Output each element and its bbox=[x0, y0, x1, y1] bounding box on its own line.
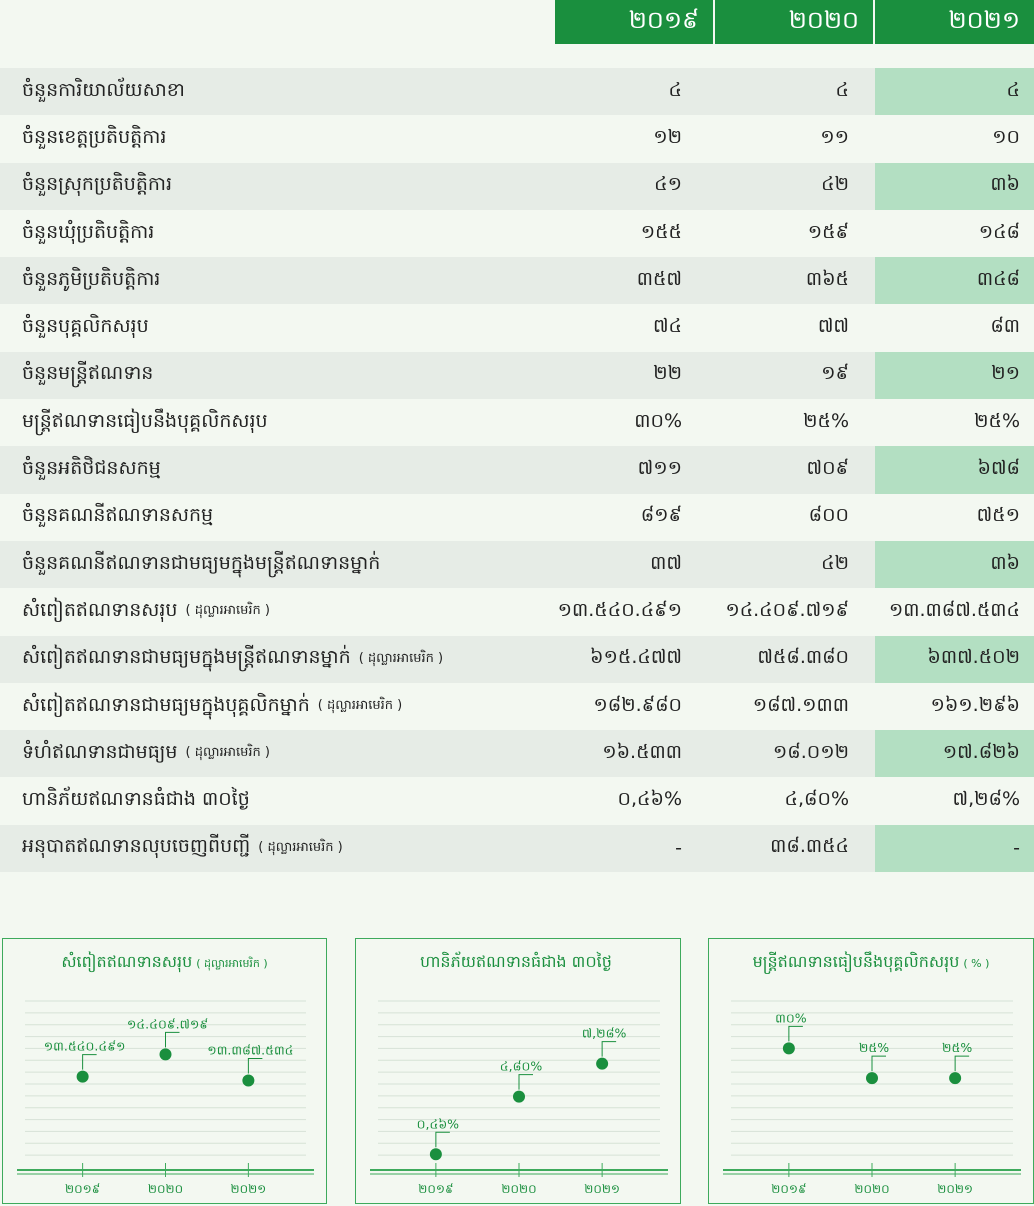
table-row bbox=[0, 399, 1034, 446]
row-label: ទំហំឥណទានជាមធ្យម ( ដុល្លារអាមេរិក ) bbox=[22, 740, 270, 763]
cell-value-2019: ៦១៥.៤៧៧ bbox=[590, 646, 682, 669]
chart-panel-officer-ratio bbox=[708, 938, 1034, 1204]
data-point bbox=[866, 1072, 878, 1084]
data-label: ១៣.៥៤០.៤៩១ bbox=[43, 1038, 126, 1054]
data-label: ១៤.៤០៩.៧១៩ bbox=[126, 1016, 209, 1032]
label-leader bbox=[872, 1056, 886, 1071]
cell-value-2020: ៧០៩ bbox=[806, 457, 849, 480]
row-label: ចំនួនភូមិប្រតិបត្តិការ bbox=[22, 267, 161, 290]
label-leader bbox=[166, 1032, 180, 1047]
cell-value-2021: ៣៤៨ bbox=[875, 257, 1034, 304]
row-label: សំពៀតឥណទានជាមធ្យមក្នុងបុគ្គលិកម្នាក់ ( ដុល្លារអាមេរិក ) bbox=[22, 693, 403, 716]
row-label: ចំនួនមន្ត្រីឥណទាន bbox=[22, 362, 154, 385]
cell-value-2021: ២១ bbox=[875, 352, 1034, 399]
data-point bbox=[430, 1148, 442, 1160]
label-leader bbox=[789, 1026, 803, 1041]
cell-value-2020: ១១ bbox=[820, 125, 849, 148]
data-label: ៤,៨០% bbox=[499, 1058, 543, 1074]
cell-value-2021: ២៥% bbox=[974, 409, 1020, 432]
table-row bbox=[0, 588, 1034, 635]
cell-value-2020: ៧៧ bbox=[817, 315, 849, 338]
label-leader bbox=[955, 1056, 969, 1071]
row-unit: ( ដុល្លារអាមេរិក ) bbox=[358, 650, 444, 666]
row-label: មន្ត្រីឥណទានធៀបនឹងបុគ្គលិកសរុប bbox=[22, 409, 268, 432]
data-label: ៧,២៨% bbox=[581, 1025, 627, 1041]
cell-value-2020: ១៤.៤០៩.៧១៩ bbox=[725, 598, 849, 621]
par30-chart bbox=[356, 939, 682, 1205]
row-label: សំពៀតឥណទានជាមធ្យមក្នុងមន្ត្រីឥណទានម្នាក់ ( ដុល្លារអាមេរិក ) bbox=[22, 646, 444, 669]
table-row bbox=[0, 68, 1034, 115]
year-header-2020: ២០២០ bbox=[715, 0, 873, 44]
cell-value-2019: ១៨២.៩៨០ bbox=[593, 693, 682, 716]
chart-title: ហានិភ័យឥណទានធំជាង ៣០ថ្ងៃ bbox=[420, 952, 612, 971]
cell-value-2020: ៤ bbox=[835, 78, 849, 101]
cell-value-2019: ៣៧ bbox=[650, 551, 682, 574]
data-point bbox=[77, 1071, 89, 1083]
cell-value-2021: ១៦១.២៩៦ bbox=[930, 693, 1020, 716]
year-header-2021: ២០២១ bbox=[875, 0, 1034, 44]
cell-value-2020: ៤,៨០% bbox=[784, 788, 849, 811]
data-point bbox=[160, 1048, 172, 1060]
x-tick-label: ២០២១ bbox=[937, 1182, 974, 1196]
x-tick-label: ២០២០ bbox=[147, 1182, 184, 1196]
table-row bbox=[0, 825, 1034, 872]
cell-value-2019: ០,៤៦% bbox=[617, 788, 682, 811]
chart-title: សំពៀតឥណទានសរុប ( ដុល្លារអាមេរិក ) bbox=[61, 952, 268, 971]
cell-value-2021: ១០ bbox=[992, 125, 1020, 148]
cell-value-2019: ៣០% bbox=[634, 409, 682, 432]
statistics-table bbox=[0, 68, 1034, 872]
data-label: ៣០% bbox=[775, 1010, 807, 1026]
year-header-2019: ២០១៩ bbox=[555, 0, 713, 44]
table-row bbox=[0, 541, 1034, 588]
cell-value-2019: ១៦.៥៣៣ bbox=[602, 740, 682, 763]
cell-value-2020: ៤២ bbox=[821, 173, 849, 196]
row-label: សំពៀតឥណទានសរុប ( ដុល្លារអាមេរិក ) bbox=[22, 598, 270, 621]
cell-value-2019: ៨១៩ bbox=[640, 504, 682, 527]
cell-value-2019: ៤១ bbox=[654, 173, 682, 196]
data-label: ២៥% bbox=[942, 1040, 973, 1056]
cell-value-2021: ៣៦ bbox=[875, 163, 1034, 210]
cell-value-2020: ១៨.០១២ bbox=[772, 740, 849, 763]
data-label: ២៥% bbox=[858, 1040, 890, 1056]
label-leader bbox=[83, 1055, 97, 1070]
loan-portfolio-chart bbox=[3, 939, 328, 1205]
data-point bbox=[783, 1042, 795, 1054]
label-leader bbox=[602, 1042, 616, 1057]
row-label: ចំនួនគណនីឥណទានជាមធ្យមក្នុងមន្ត្រីឥណទានម្នាក់ bbox=[22, 551, 381, 574]
label-leader bbox=[519, 1075, 533, 1090]
cell-value-2019: ១៣.៥៤០.៤៩១ bbox=[557, 598, 682, 621]
cell-value-2020: ២៥% bbox=[803, 409, 849, 432]
cell-value-2020: ៣៦៥ bbox=[805, 267, 849, 290]
row-label: ហានិភ័យឥណទានធំជាង ៣០ថ្ងៃ bbox=[22, 788, 250, 811]
data-point bbox=[242, 1074, 254, 1086]
row-unit: ( ដុល្លារអាមេរិក ) bbox=[185, 603, 270, 619]
x-tick-label: ២០២០ bbox=[501, 1182, 537, 1196]
cell-value-2021: ៦៣៧.៥០២ bbox=[875, 636, 1034, 683]
cell-value-2021: ៧៥១ bbox=[976, 504, 1020, 527]
data-label: ០,៤៦% bbox=[416, 1116, 460, 1132]
row-label: ចំនួនគណនីឥណទានសកម្ម bbox=[22, 504, 214, 527]
cell-value-2021: ៤ bbox=[875, 68, 1034, 115]
chart-panel-loan-portfolio bbox=[2, 938, 327, 1204]
cell-value-2019: ១២ bbox=[653, 125, 682, 148]
data-point bbox=[596, 1058, 608, 1070]
label-leader bbox=[436, 1132, 450, 1147]
x-tick-label: ២០២០ bbox=[854, 1182, 890, 1196]
cell-value-2020: ៤២ bbox=[821, 551, 849, 574]
chart-panel-par30 bbox=[355, 938, 681, 1204]
cell-value-2019: ២២ bbox=[653, 362, 682, 385]
row-label: ចំនួនបុគ្គលិកសរុប bbox=[22, 315, 149, 338]
officer-ratio-chart bbox=[709, 939, 1034, 1205]
table-row bbox=[0, 115, 1034, 162]
table-row bbox=[0, 683, 1034, 730]
row-label: អនុបាតឥណទានលុបចេញពីបញ្ជី ( ដុល្លារអាមេរិក ) bbox=[22, 835, 343, 858]
table-row bbox=[0, 446, 1034, 493]
cell-value-2021: - bbox=[875, 825, 1034, 872]
cell-value-2020: ១៨៧.១៣៣ bbox=[752, 693, 849, 716]
row-label: ចំនួនការិយាល័យសាខា bbox=[22, 78, 185, 101]
table-row bbox=[0, 636, 1034, 683]
cell-value-2019: ៧១១ bbox=[637, 457, 682, 480]
x-tick-label: ២០១៩ bbox=[65, 1182, 101, 1196]
cell-value-2020: ៨០០ bbox=[808, 504, 849, 527]
cell-value-2021: ១៧.៨២៦ bbox=[875, 730, 1034, 777]
cell-value-2019: - bbox=[675, 837, 682, 860]
data-point bbox=[513, 1091, 525, 1103]
row-label: ចំនួនស្រុកប្រតិបត្តិការ bbox=[22, 173, 173, 196]
table-row bbox=[0, 352, 1034, 399]
cell-value-2021: ១៤៨ bbox=[978, 220, 1020, 243]
table-row bbox=[0, 257, 1034, 304]
x-tick-label: ២០១៩ bbox=[418, 1182, 454, 1196]
cell-value-2020: ៧៥៨.៣៨០ bbox=[757, 646, 849, 669]
data-label: ១៣.៣៨៧.៥៣៤ bbox=[207, 1042, 294, 1058]
row-label: ចំនួនខេត្តប្រតិបត្តិការ bbox=[22, 125, 167, 148]
x-tick-label: ២០២១ bbox=[584, 1182, 621, 1196]
cell-value-2021: ៦៧៨ bbox=[875, 446, 1034, 493]
cell-value-2019: ១៥៥ bbox=[640, 220, 682, 243]
cell-value-2021: ៧,២៨% bbox=[952, 788, 1020, 811]
row-label: ចំនួនឃុំប្រតិបត្តិការ bbox=[22, 220, 155, 243]
cell-value-2020: ១៩ bbox=[821, 362, 849, 385]
row-label: ចំនួនអតិថិជនសកម្ម bbox=[22, 457, 161, 480]
cell-value-2020: ៣៨.៣៥៤ bbox=[770, 835, 849, 858]
table-row bbox=[0, 210, 1034, 257]
table-row bbox=[0, 777, 1034, 824]
table-row bbox=[0, 304, 1034, 351]
x-tick-label: ២០២១ bbox=[230, 1182, 267, 1196]
cell-value-2021: ១៣.៣៨៧.៥៣៤ bbox=[888, 598, 1020, 621]
cell-value-2019: ៧៤ bbox=[652, 315, 682, 338]
cell-value-2021: ៣៦ bbox=[875, 541, 1034, 588]
chart-title: មន្ត្រីឥណទានធៀបនឹងបុគ្គលិកសរុប ( % ) bbox=[752, 952, 990, 971]
cell-value-2019: ៤ bbox=[668, 78, 682, 101]
table-row bbox=[0, 163, 1034, 210]
row-unit: ( ដុល្លារអាមេរិក ) bbox=[317, 698, 403, 713]
row-unit: ( ដុល្លារអាមេរិក ) bbox=[258, 839, 343, 855]
table-row bbox=[0, 730, 1034, 777]
cell-value-2019: ៣៥៧ bbox=[636, 267, 682, 290]
data-point bbox=[949, 1072, 961, 1084]
x-tick-label: ២០១៩ bbox=[771, 1182, 807, 1196]
cell-value-2021: ៨៣ bbox=[990, 315, 1020, 338]
cell-value-2020: ១៥៩ bbox=[807, 220, 849, 243]
table-row bbox=[0, 494, 1034, 541]
row-unit: ( ដុល្លារអាមេរិក ) bbox=[185, 745, 270, 761]
